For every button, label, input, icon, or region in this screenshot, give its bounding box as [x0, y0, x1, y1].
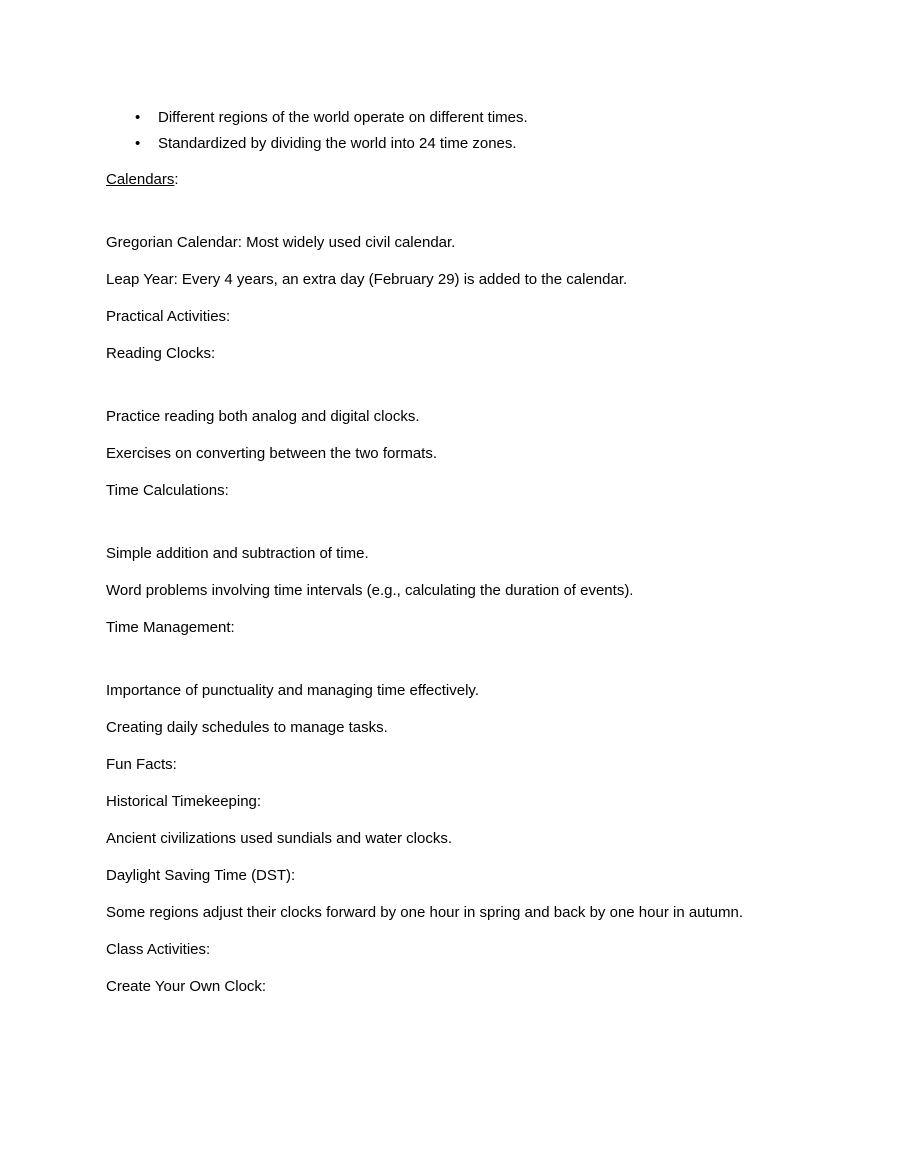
paragraph: Fun Facts:: [106, 756, 177, 773]
paragraph: Daylight Saving Time (DST):: [106, 867, 296, 884]
paragraph: Creating daily schedules to manage tasks.: [106, 719, 388, 736]
bullet-item-text: Different regions of the world operate on different times.: [158, 109, 528, 126]
paragraph: Practical Activities:: [106, 308, 231, 325]
calendars-heading: [106, 167, 810, 193]
paragraph: Some regions adjust their clocks forward by one hour in spring and back by one hour in autumn.: [106, 904, 744, 921]
paragraph: Class Activities:: [106, 941, 211, 958]
paragraph: Importance of punctuality and managing time effectively.: [106, 682, 479, 699]
paragraph: Practice reading both analog and digital clocks.: [106, 408, 420, 425]
bullet-icon: •: [135, 109, 141, 126]
paragraph: Time Management:: [106, 619, 235, 636]
paragraph: Time Calculations:: [106, 482, 229, 499]
paragraph: Exercises on converting between the two formats.: [106, 445, 437, 462]
bullet-item-text: Standardized by dividing the world into 24 time zones.: [158, 135, 517, 152]
paragraph: Leap Year: Every 4 years, an extra day (February 29) is added to the calendar.: [106, 271, 628, 288]
calendars-heading-colon: :: [174, 171, 179, 188]
paragraph: Historical Timekeeping:: [106, 793, 262, 810]
paragraph: Simple addition and subtraction of time.: [106, 545, 369, 562]
paragraph: Word problems involving time intervals (e.g., calculating the duration of events).: [106, 582, 634, 599]
paragraph: Ancient civilizations used sundials and water clocks.: [106, 830, 453, 847]
paragraph: Create Your Own Clock:: [106, 978, 267, 995]
calendars-heading-text: Calendars: [106, 171, 175, 188]
bullet-icon: •: [135, 135, 141, 152]
bullet-item: [135, 105, 810, 131]
paragraph: Reading Clocks:: [106, 345, 216, 362]
bullet-list: [135, 105, 810, 157]
bullet-item: [135, 131, 810, 157]
paragraph: Gregorian Calendar: Most widely used civil calendar.: [106, 234, 456, 251]
